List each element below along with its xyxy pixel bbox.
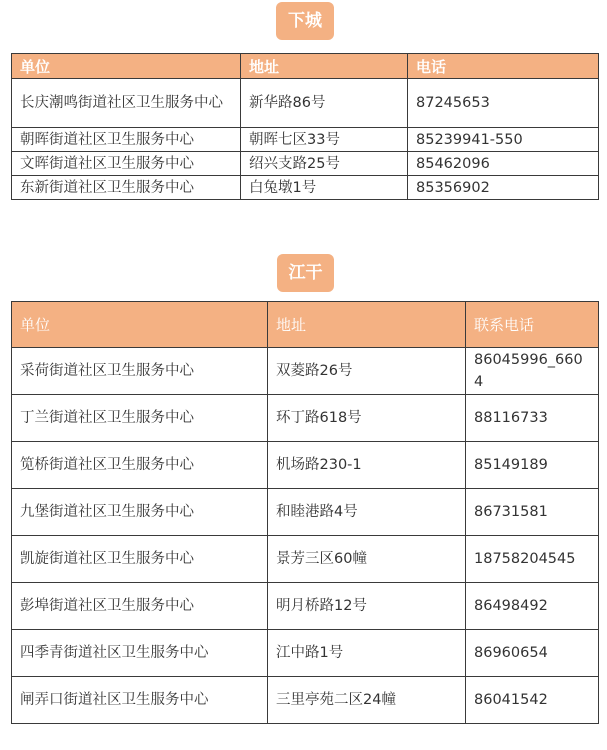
cell-phone: 85239941-550 xyxy=(408,128,599,152)
cell-address: 和睦港路4号 xyxy=(268,489,466,536)
cell-phone: 18758204545 xyxy=(466,536,599,583)
cell-address: 双菱路26号 xyxy=(268,348,466,395)
table-row xyxy=(12,442,599,489)
cell-address: 白兔墩1号 xyxy=(241,176,408,200)
cell-address: 景芳三区60幢 xyxy=(268,536,466,583)
cell-address: 明月桥路12号 xyxy=(268,583,466,630)
cell-phone: 86731581 xyxy=(466,489,599,536)
cell-phone: 86960654 xyxy=(466,630,599,677)
table-row xyxy=(12,395,599,442)
cell-unit: 九堡街道社区卫生服务中心 xyxy=(12,489,268,536)
table-header-row xyxy=(12,302,599,348)
table-row xyxy=(12,536,599,583)
cell-unit: 丁兰街道社区卫生服务中心 xyxy=(12,395,268,442)
cell-address: 绍兴支路25号 xyxy=(241,152,408,176)
table-row xyxy=(12,79,599,128)
table-row xyxy=(12,583,599,630)
cell-phone: 86498492 xyxy=(466,583,599,630)
section-badge-jianggan: 江干 xyxy=(277,254,334,292)
cell-phone: 88116733 xyxy=(466,395,599,442)
cell-unit: 彭埠街道社区卫生服务中心 xyxy=(12,583,268,630)
header-phone: 联系电话 xyxy=(466,302,599,348)
cell-phone: 87245653 xyxy=(408,79,599,128)
cell-address: 三里亭苑二区24幢 xyxy=(268,677,466,724)
cell-unit: 笕桥街道社区卫生服务中心 xyxy=(12,442,268,489)
cell-address: 新华路86号 xyxy=(241,79,408,128)
cell-address: 机场路230-1 xyxy=(268,442,466,489)
xiacheng-table xyxy=(11,53,599,200)
table-row xyxy=(12,176,599,200)
jianggan-table xyxy=(11,301,599,724)
table-row xyxy=(12,630,599,677)
table-row xyxy=(12,152,599,176)
section-badge-xiacheng: 下城 xyxy=(276,2,334,40)
cell-phone: 85149189 xyxy=(466,442,599,489)
cell-phone: 85356902 xyxy=(408,176,599,200)
header-phone: 电话 xyxy=(408,54,599,79)
table-row xyxy=(12,128,599,152)
cell-unit: 长庆潮鸣街道社区卫生服务中心 xyxy=(12,79,241,128)
cell-unit: 东新街道社区卫生服务中心 xyxy=(12,176,241,200)
cell-unit: 四季青街道社区卫生服务中心 xyxy=(12,630,268,677)
header-address: 地址 xyxy=(268,302,466,348)
table-row xyxy=(12,677,599,724)
cell-address: 江中路1号 xyxy=(268,630,466,677)
cell-unit: 采荷街道社区卫生服务中心 xyxy=(12,348,268,395)
cell-unit: 文晖街道社区卫生服务中心 xyxy=(12,152,241,176)
cell-phone: 86041542 xyxy=(466,677,599,724)
table-row xyxy=(12,348,599,395)
cell-address: 朝晖七区33号 xyxy=(241,128,408,152)
header-unit: 单位 xyxy=(12,54,241,79)
cell-address: 环丁路618号 xyxy=(268,395,466,442)
cell-phone: 85462096 xyxy=(408,152,599,176)
cell-unit: 朝晖街道社区卫生服务中心 xyxy=(12,128,241,152)
table-header-row xyxy=(12,54,599,79)
cell-phone: 86045996_6604 xyxy=(466,348,599,395)
header-address: 地址 xyxy=(241,54,408,79)
cell-unit: 凯旋街道社区卫生服务中心 xyxy=(12,536,268,583)
header-unit: 单位 xyxy=(12,302,268,348)
table-row xyxy=(12,489,599,536)
cell-unit: 闸弄口街道社区卫生服务中心 xyxy=(12,677,268,724)
